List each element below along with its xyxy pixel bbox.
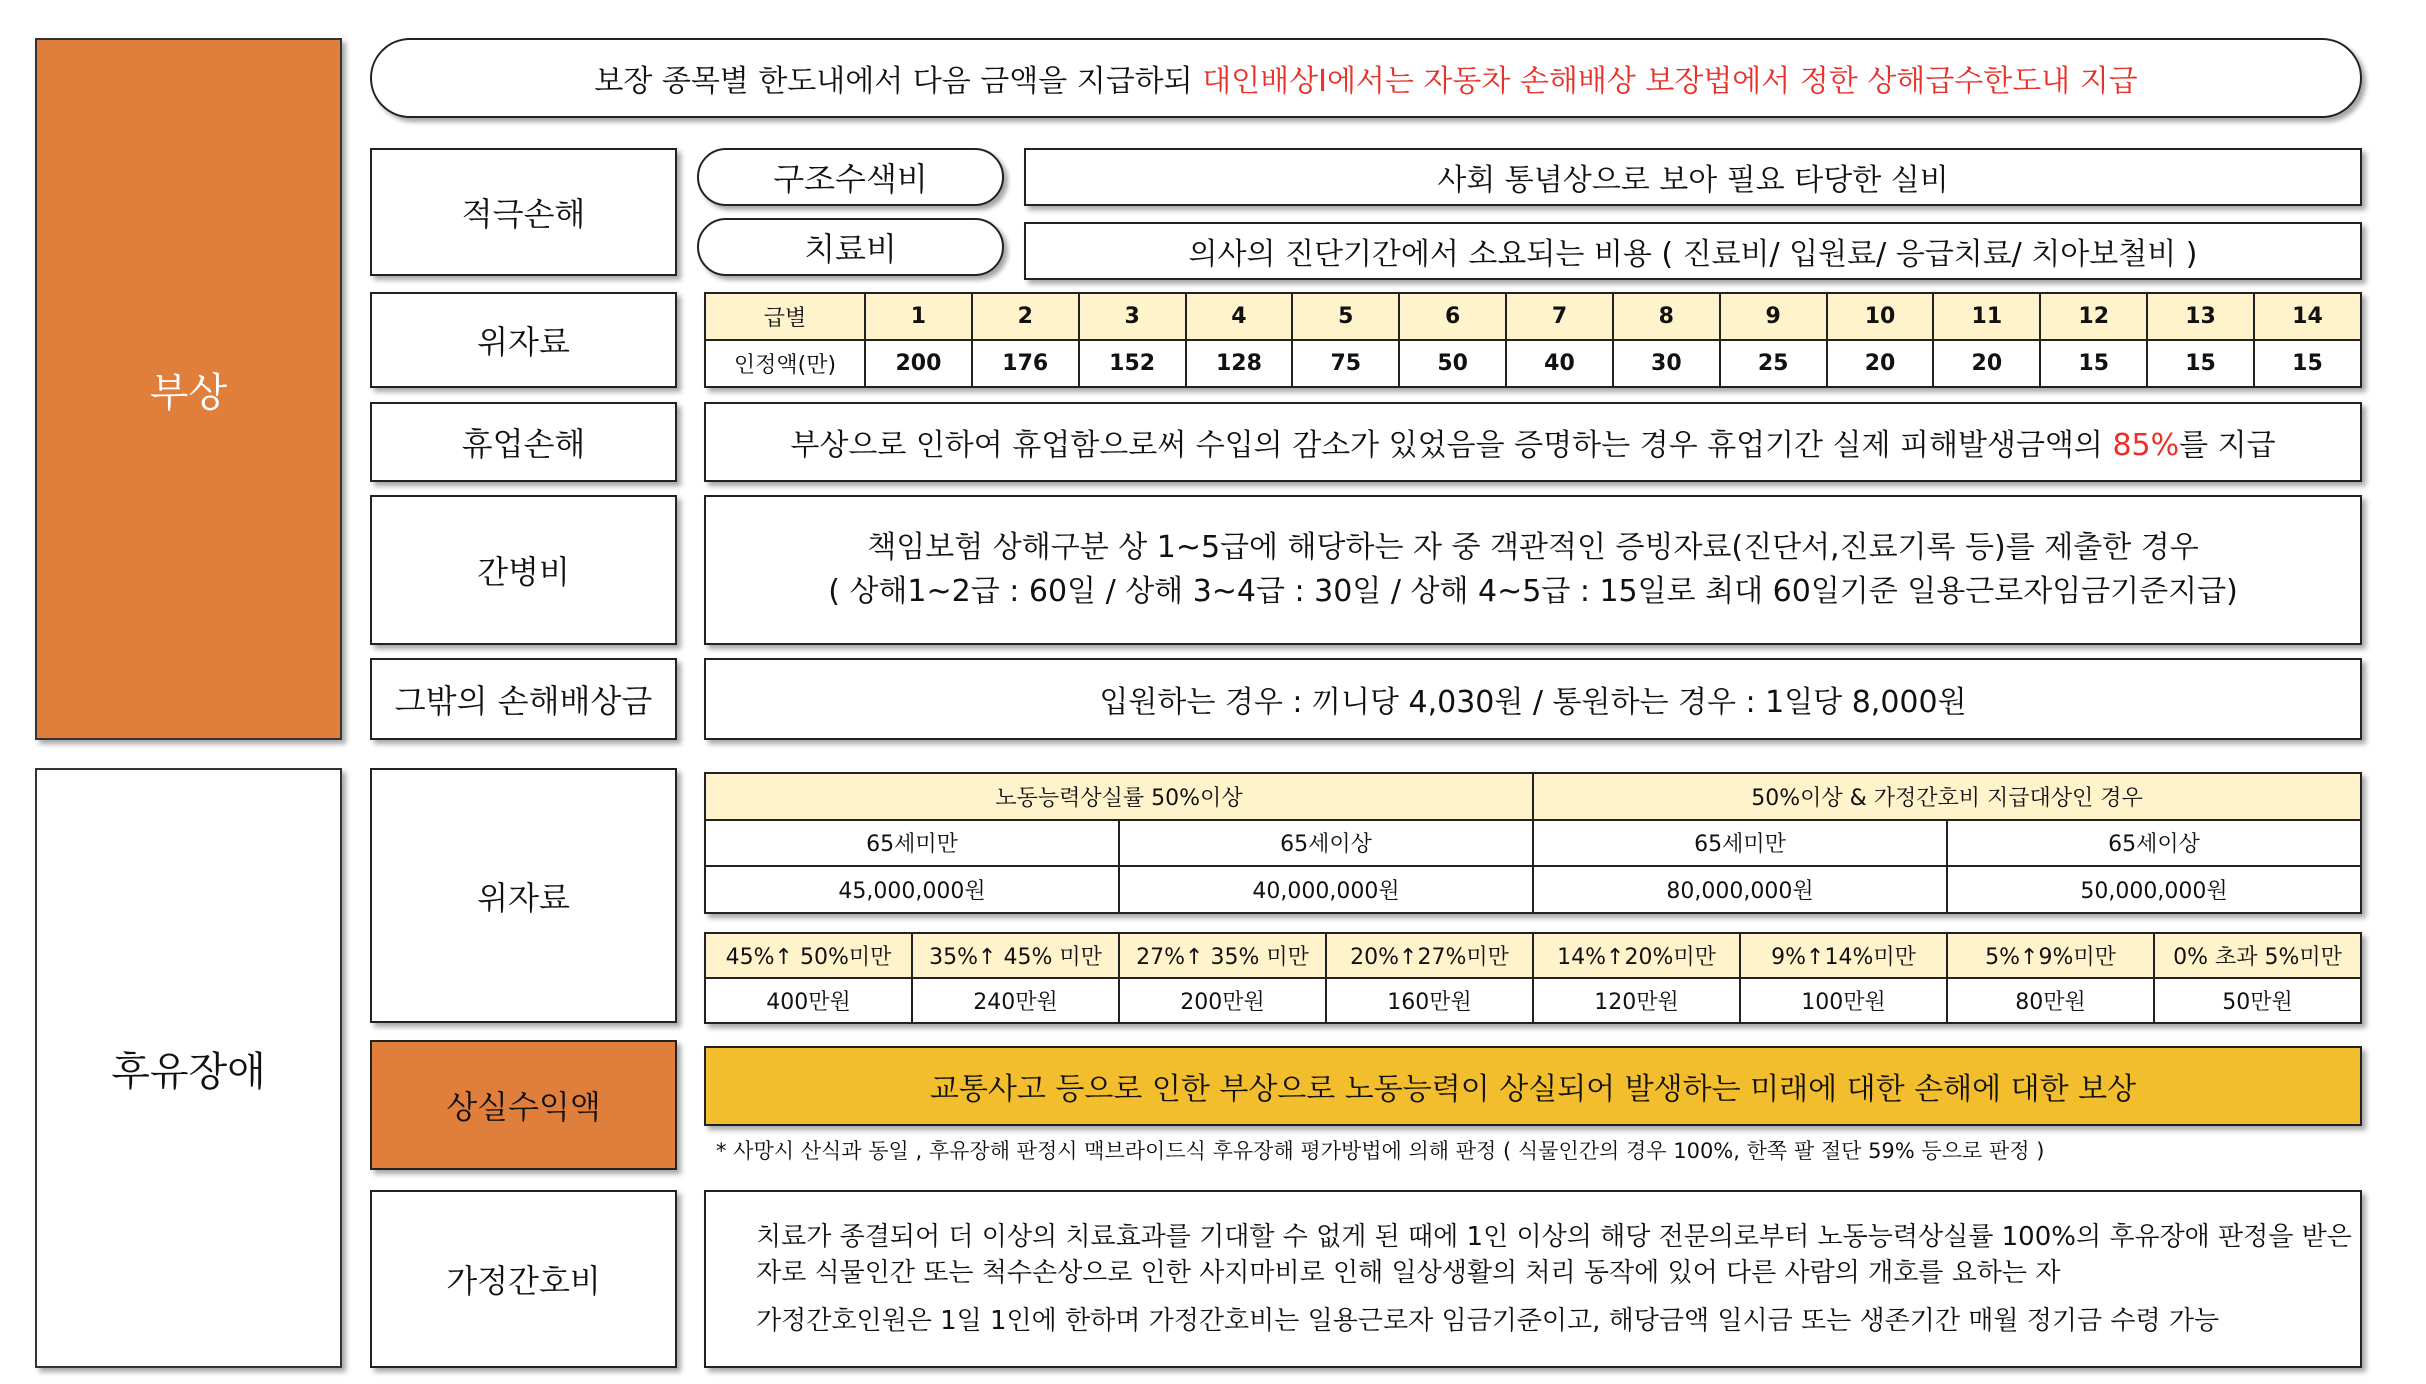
grade-amount-cell: 152 — [1079, 340, 1186, 387]
other-damage-label — [370, 658, 677, 740]
amount-row-head: 인정액(만) — [705, 340, 865, 387]
range-table — [704, 932, 2362, 1024]
range-amount-cell: 240만원 — [912, 978, 1119, 1023]
range-amount-cell: 50만원 — [2154, 978, 2361, 1023]
grade-cell: 12 — [2040, 293, 2147, 340]
treatment-cost-desc-text: 의사의 진단기간에서 소요되는 비용 ( 진료비/ 입원료/ 응급치료/ 치아보철비 ) — [1188, 237, 2198, 272]
range-amount-cell: 120만원 — [1533, 978, 1740, 1023]
grade-cell: 5 — [1292, 293, 1399, 340]
grade-amount-cell: 20 — [1933, 340, 2040, 387]
range-amount-cell: 400만원 — [705, 978, 912, 1023]
range-cell: 14%↑20%미만 — [1533, 933, 1740, 978]
disability-consolation-label — [370, 768, 677, 1023]
nursing-label — [370, 495, 677, 645]
positive-damage-label-text: 적극손해 — [461, 195, 586, 233]
disability-section-text: 후유장애 — [111, 1048, 266, 1095]
grade-amount-cell: 20 — [1827, 340, 1934, 387]
range-amount-cell: 100만원 — [1740, 978, 1947, 1023]
home-nursing-para1-line1: 치료가 종결되어 더 이상의 치료효과를 기대할 수 없게 된 때에 1인 이상의 해당 전문의로부터 노동능력상실률 100%의 후유장애 판정을 받은 — [756, 1222, 2352, 1252]
age-amount-row — [705, 866, 2361, 913]
grade-cell: 10 — [1827, 293, 1934, 340]
grade-cell: 6 — [1399, 293, 1506, 340]
grade-amount-cell: 25 — [1720, 340, 1827, 387]
rescue-cost-pill — [697, 148, 1004, 206]
grade-amount-cell: 200 — [865, 340, 972, 387]
group1-title: 노동능력상실률 50%이상 — [705, 773, 1533, 820]
lost-work-label-text: 휴업손해 — [461, 425, 586, 463]
age-amount-cell: 45,000,000원 — [705, 866, 1119, 913]
range-row — [705, 933, 2361, 978]
lost-income-label-text: 상실수익액 — [446, 1088, 601, 1126]
lost-work-suffix: 를 지급 — [2179, 428, 2276, 463]
age-table — [704, 772, 2362, 914]
treatment-cost-pill — [697, 218, 1004, 276]
nursing-line1: 책임보험 상해구분 상 1~5급에 해당하는 자 중 객관적인 증빙자료(진단서,진료기록 등)를 제출한 경우 — [867, 530, 2199, 565]
amount-row — [705, 340, 2361, 387]
treatment-cost-desc — [1024, 222, 2362, 280]
home-nursing-para2: 가정간호인원은 1일 1인에 한하며 가정간호비는 일용근로자 임금기준이고, 해당금액 일시금 또는 생존기간 매월 정기금 수령 가능 — [756, 1306, 2220, 1336]
lost-income-desc — [704, 1046, 2362, 1126]
banner-highlight: 대인배상Ⅰ에서는 자동차 손해배상 보장법에서 정한 상해급수한도내 지급 — [1202, 64, 2138, 99]
grade-cell: 7 — [1506, 293, 1613, 340]
injury-consolation-label-text: 위자료 — [477, 323, 570, 361]
injury-consolation-label — [370, 292, 677, 388]
grade-amount-cell: 50 — [1399, 340, 1506, 387]
other-damage-label-text: 그밖의 손해배상금 — [394, 682, 653, 720]
grade-amount-cell: 75 — [1292, 340, 1399, 387]
range-cell: 20%↑27%미만 — [1326, 933, 1533, 978]
home-nursing-desc — [704, 1190, 2362, 1368]
rescue-cost-name: 구조수색비 — [773, 160, 928, 198]
age-amount-cell: 40,000,000원 — [1119, 866, 1533, 913]
injury-consolation-table — [704, 292, 2362, 388]
grade-cell: 4 — [1186, 293, 1293, 340]
grade-cell: 3 — [1079, 293, 1186, 340]
lost-work-percent: 85% — [2112, 428, 2180, 463]
age-cell: 65세미만 — [1533, 820, 1947, 867]
grade-amount-cell: 128 — [1186, 340, 1293, 387]
age-cell: 65세이상 — [1947, 820, 2361, 867]
injury-section-label — [35, 38, 342, 740]
home-nursing-para1-line2: 자로 식물인간 또는 척수손상으로 인한 사지마비로 인해 일상생활의 처리 동작에 있어 다른 사람의 개호를 요하는 자 — [756, 1258, 2061, 1288]
disability-consolation-label-text: 위자료 — [477, 878, 570, 917]
other-damage-text: 입원하는 경우 : 끼니당 4,030원 / 통원하는 경우 : 1일당 8,000원 — [1099, 685, 1967, 720]
range-cell: 45%↑ 50%미만 — [705, 933, 912, 978]
grade-cell: 1 — [865, 293, 972, 340]
grade-amount-cell: 15 — [2254, 340, 2361, 387]
age-amount-cell: 80,000,000원 — [1533, 866, 1947, 913]
range-amount-cell: 160만원 — [1326, 978, 1533, 1023]
positive-damage-label — [370, 148, 677, 276]
lost-income-note — [716, 1134, 2356, 1168]
grade-amount-cell: 176 — [972, 340, 1079, 387]
age-cell: 65세이상 — [1119, 820, 1533, 867]
grade-amount-cell: 40 — [1506, 340, 1613, 387]
lost-income-note-text: * 사망시 산식과 동일 , 후유장해 판정시 맥브라이드식 후유장해 평가방법에 의해 판정 ( 식물인간의 경우 100%, 한쪽 팔 절단 59% 등으로 판정 ) — [716, 1139, 2045, 1163]
top-banner — [370, 38, 2362, 118]
age-group-header — [705, 773, 2361, 820]
range-amount-cell: 80만원 — [1947, 978, 2154, 1023]
home-nursing-label-text: 가정간호비 — [446, 1262, 601, 1300]
lost-work-desc — [704, 402, 2362, 482]
other-damage-desc — [704, 658, 2362, 740]
group2-title: 50%이상 & 가정간호비 지급대상인 경우 — [1533, 773, 2361, 820]
grade-amount-cell: 15 — [2147, 340, 2254, 387]
grade-row — [705, 293, 2361, 340]
lost-income-text: 교통사고 등으로 인한 부상으로 노동능력이 상실되어 발생하는 미래에 대한 손해에 대한 보상 — [929, 1072, 2137, 1107]
grade-cell: 8 — [1613, 293, 1720, 340]
lost-work-label — [370, 402, 677, 482]
rescue-cost-desc — [1024, 148, 2362, 206]
treatment-cost-name: 치료비 — [804, 230, 897, 268]
injury-section-text: 부상 — [149, 369, 228, 416]
range-cell: 5%↑9%미만 — [1947, 933, 2154, 978]
range-amount-row — [705, 978, 2361, 1023]
lost-income-label — [370, 1040, 677, 1170]
nursing-desc — [704, 495, 2362, 645]
grade-cell: 13 — [2147, 293, 2254, 340]
grade-cell: 2 — [972, 293, 1079, 340]
range-cell: 27%↑ 35% 미만 — [1119, 933, 1326, 978]
age-row — [705, 820, 2361, 867]
banner-prefix: 보장 종목별 한도내에서 다음 금액을 지급하되 — [594, 64, 1203, 99]
home-nursing-label — [370, 1190, 677, 1368]
rescue-cost-desc-text: 사회 통념상으로 보아 필요 타당한 실비 — [1437, 163, 1949, 198]
grade-amount-cell: 15 — [2040, 340, 2147, 387]
range-cell: 35%↑ 45% 미만 — [912, 933, 1119, 978]
range-cell: 9%↑14%미만 — [1740, 933, 1947, 978]
grade-amount-cell: 30 — [1613, 340, 1720, 387]
age-amount-cell: 50,000,000원 — [1947, 866, 2361, 913]
grade-cell: 11 — [1933, 293, 2040, 340]
grade-cell: 9 — [1720, 293, 1827, 340]
grade-cell: 14 — [2254, 293, 2361, 340]
range-amount-cell: 200만원 — [1119, 978, 1326, 1023]
nursing-line2: ( 상해1~2급 : 60일 / 상해 3~4급 : 30일 / 상해 4~5급 : 15일로 최대 60일기준 일용근로자임금기준지급) — [828, 574, 2238, 609]
grade-row-head: 급별 — [705, 293, 865, 340]
age-cell: 65세미만 — [705, 820, 1119, 867]
lost-work-text: 부상으로 인하여 휴업함으로써 수입의 감소가 있었음을 증명하는 경우 휴업기간 실제 피해발생금액의 — [790, 428, 2113, 463]
range-cell: 0% 초과 5%미만 — [2154, 933, 2361, 978]
nursing-label-text: 간병비 — [477, 553, 570, 591]
disability-section-label — [35, 768, 342, 1368]
